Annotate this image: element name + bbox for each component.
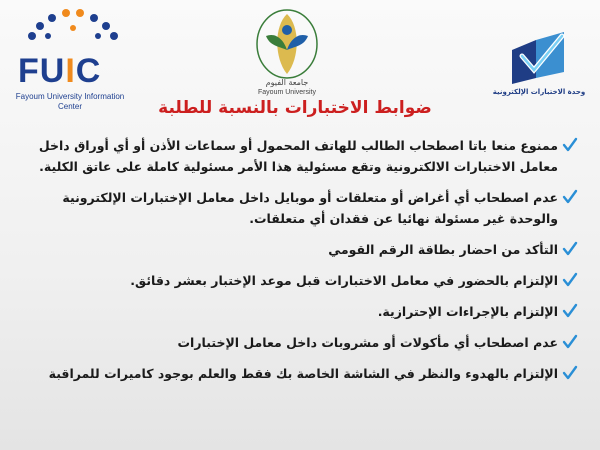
page-title: ضوابط الاختبارات بالنسبة للطلبة <box>158 98 432 118</box>
list-item <box>20 135 578 177</box>
rule-text: ممنوع منعا باتا اصطحاب الطالب للهاتف المحمول أو سماعات الأذن أو أي أوراق داخل معامل الاختبارات الالكترونية وتقع مسئولية هذا الأمر مسئولية كاملة على عاتق الكلية. <box>38 138 558 174</box>
exams-unit-caption: وحدة الاختبارات الإلكترونية <box>492 88 586 96</box>
university-name-en: Fayoum University <box>258 89 316 96</box>
fuic-dots-graphic <box>12 6 132 48</box>
rules-list <box>20 135 578 394</box>
list-item <box>20 187 578 229</box>
university-name-ar: جامعة الفيوم <box>265 78 309 87</box>
fuic-accent-letter: I <box>65 52 76 90</box>
rule-text: التأكد من احضار بطاقة الرقم القومي <box>328 242 558 257</box>
rule-text: الإلتزام بالحضور في معامل الاختبارات قبل موعد الإختبار بعشر دقائق. <box>130 273 558 288</box>
fuic-wordmark: FUIC <box>18 52 102 90</box>
checkmark-icon <box>562 189 578 205</box>
list-item <box>20 363 578 384</box>
list-item <box>20 332 578 353</box>
checkmark-icon <box>562 303 578 319</box>
fuic-subtitle: Fayoum University Information Center <box>15 92 125 111</box>
checkmark-icon <box>562 365 578 381</box>
rule-text: الإلتزام بالهدوء والنظر في الشاشة الخاصة بك فقط والعلم بوجود كاميرات للمراقبة <box>48 366 558 381</box>
list-item <box>20 301 578 322</box>
list-item <box>20 239 578 260</box>
checkmark-icon <box>562 334 578 350</box>
fuic-logo <box>4 6 136 118</box>
checkmark-icon <box>562 241 578 257</box>
rule-text: عدم اصطحاب أي مأكولات أو مشروبات داخل معامل الإختبارات <box>177 335 558 350</box>
rule-text: الإلتزام بالإجراءات الإحترازية. <box>377 304 558 319</box>
list-item <box>20 270 578 291</box>
rule-text: عدم اصطحاب أي أغراض أو متعلقات أو موبايل داخل معامل الإختبارات الإلكترونية والوحدة غير مسئولة نهائيا عن فقدان أي متعلقات. <box>62 190 558 226</box>
university-seal-logo <box>254 6 320 82</box>
checkmark-icon <box>562 272 578 288</box>
exams-unit-logo <box>506 28 570 86</box>
checkmark-icon <box>562 137 578 153</box>
